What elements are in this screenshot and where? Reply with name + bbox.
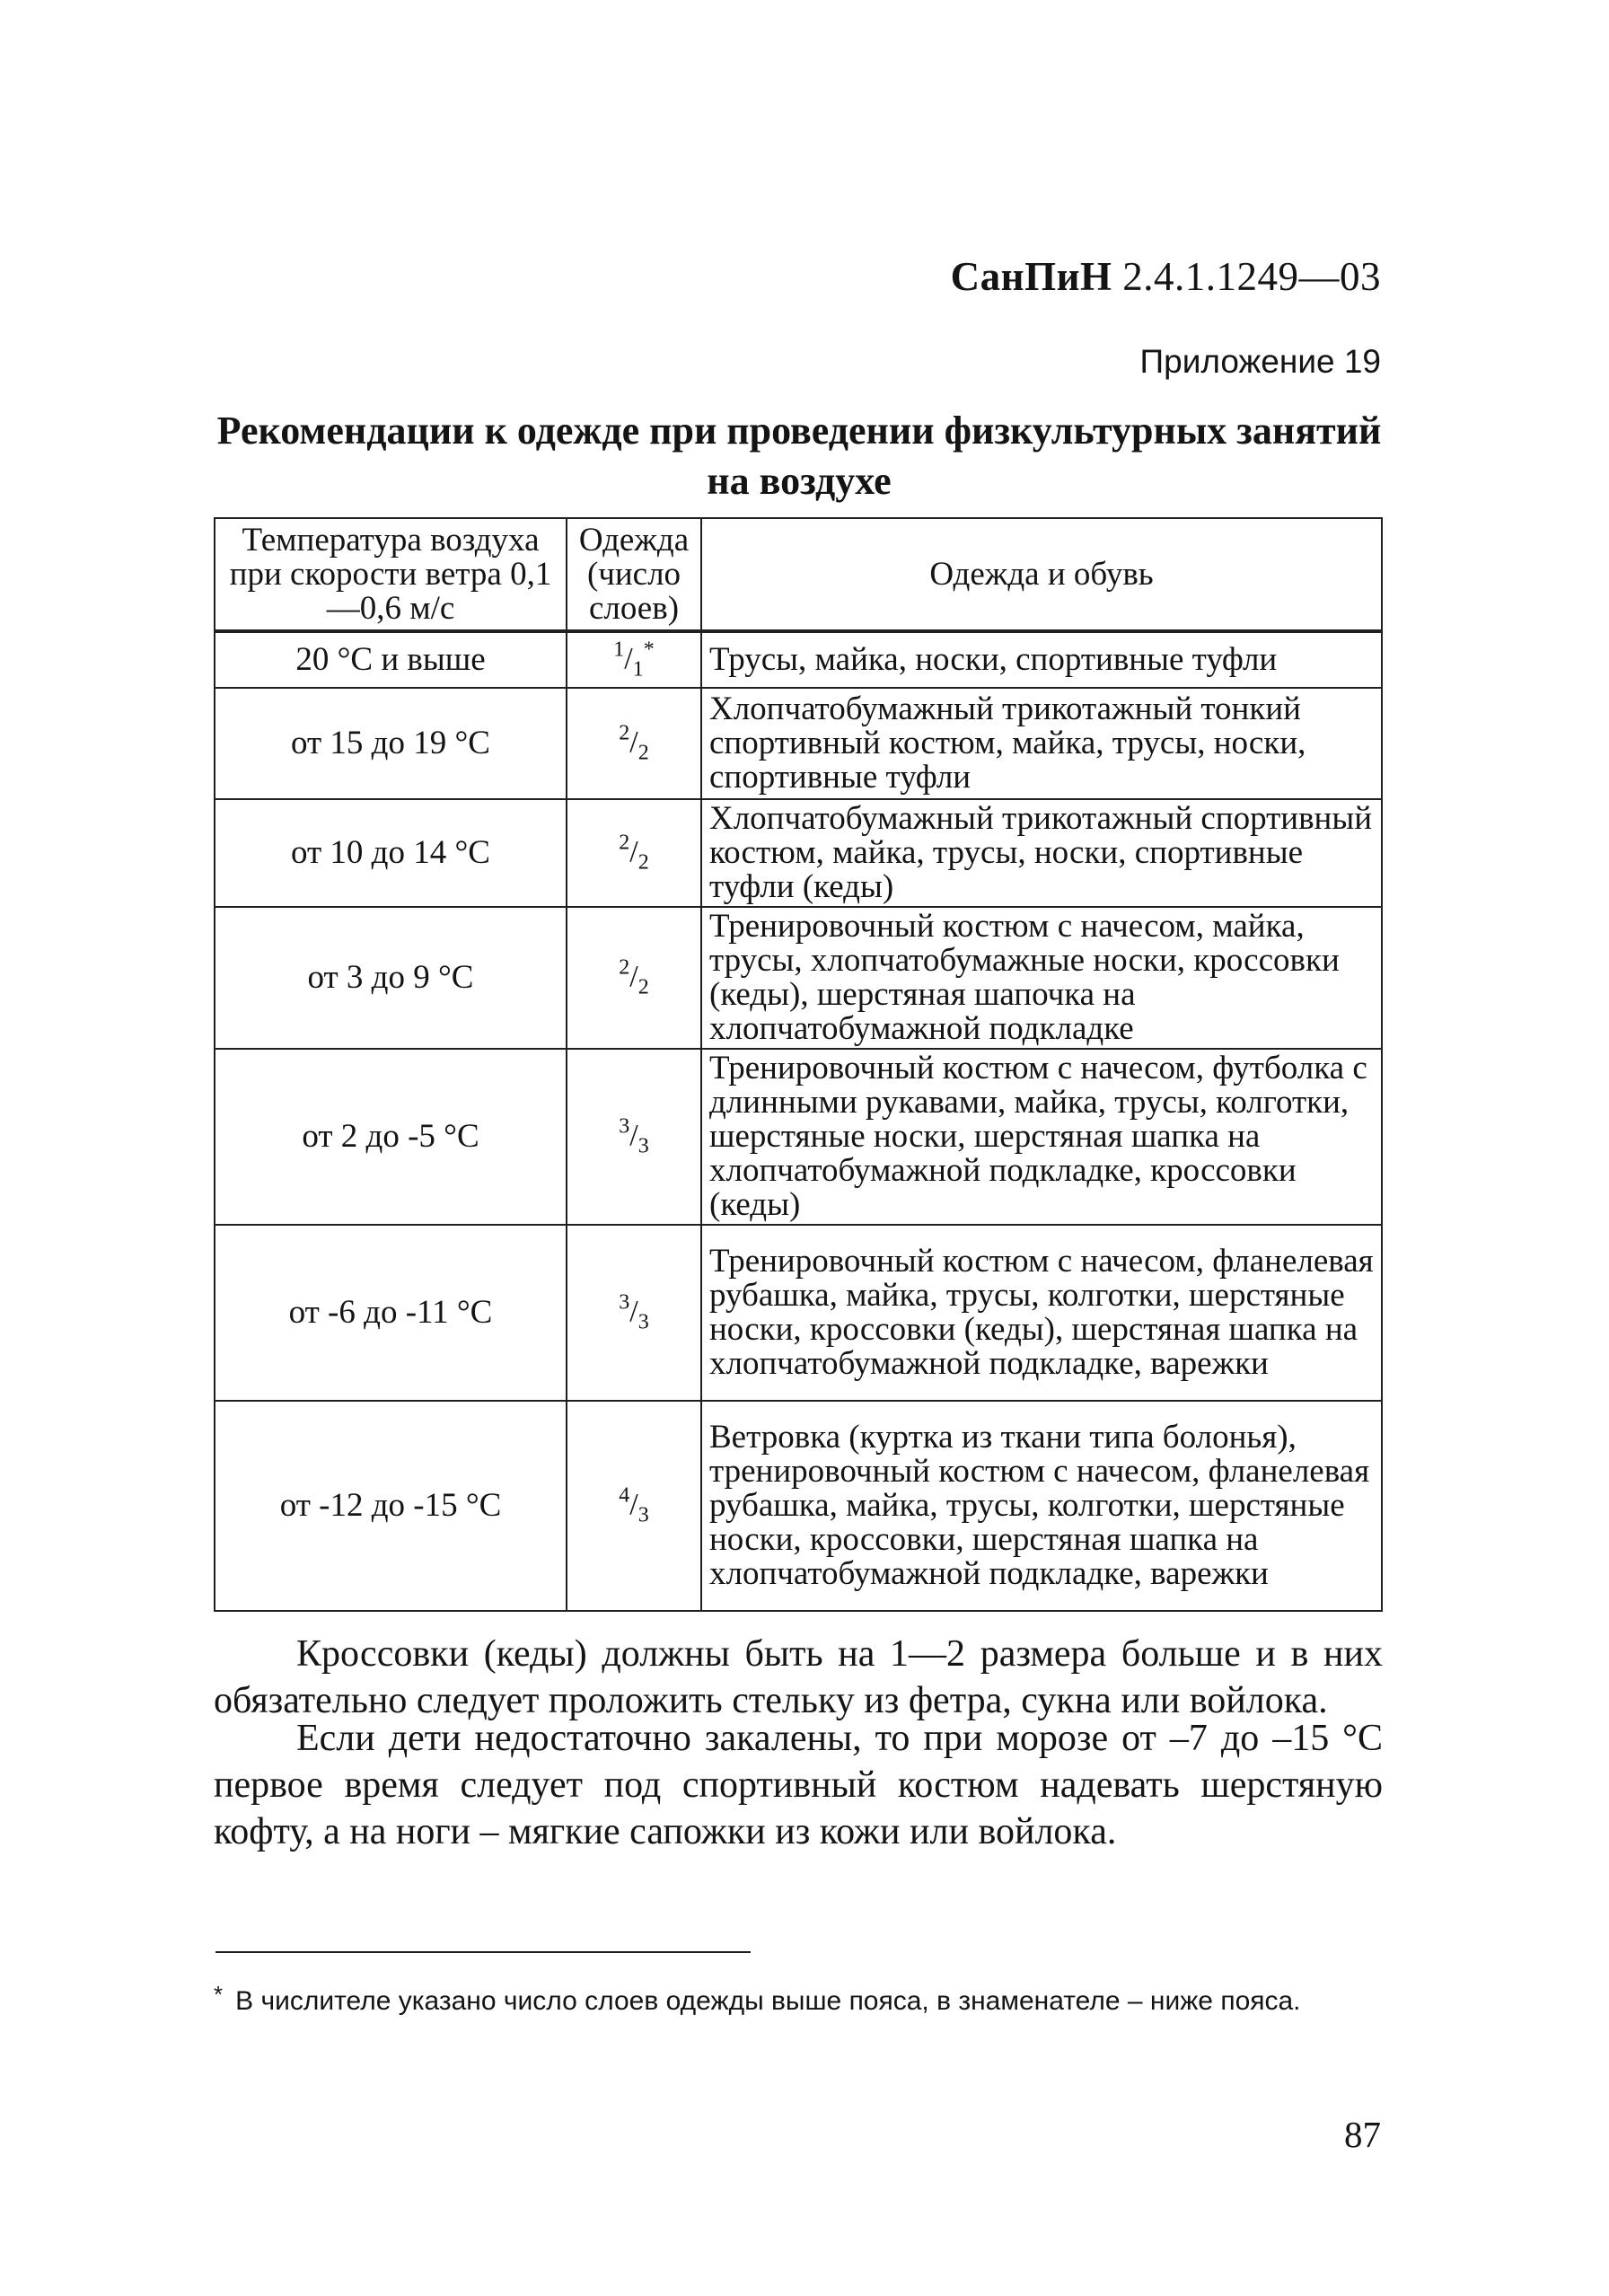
footnote [214,1981,1399,2017]
layers-bottom: 2 [637,975,649,999]
layers-cell [567,907,701,1049]
document-code-number: 2.4.1.1249—03 [1122,254,1381,299]
layers-fraction: $^4/_3$ [619,1483,649,1527]
temperature-cell: от 15 до 19 °С [215,688,567,799]
footnote-marker: * [214,1981,224,2008]
layers-bottom: 3 [637,1134,649,1158]
layers-cell [567,1225,701,1401]
layers-cell [567,1401,701,1611]
paragraph-sneakers: Кроссовки (кеды) должны быть на 1—2 размера больше и в них обязательно следует проложить стельку из фетра, сукна или войлока. [214,1633,1383,1721]
layers-bottom: 1 [632,657,644,682]
table-header-row [215,518,1382,631]
table-row [215,688,1382,799]
layers-bottom: 2 [637,741,649,765]
document-code [951,253,1381,300]
layers-fraction: $^3/_3$ [619,1114,649,1158]
temperature-cell: 20 °С и выше [215,631,567,688]
temperature-cell: от -12 до -15 °С [215,1401,567,1611]
layers-top: 1 [613,638,625,662]
table-row [215,799,1382,907]
table-row [215,1225,1382,1401]
layers-cell [567,688,701,799]
clothes-cell: Ветровка (куртка из ткани типа болонья), тренировочный костюм с начесом, фланелевая рубашка, майка, трусы, колготки, шерстяные носки, кроссовки, шерстяная шапка на хлопчатобумажной подкладке, варежки [701,1401,1382,1611]
layers-bottom: 3 [637,1503,649,1527]
layers-bottom: 3 [637,1310,649,1334]
clothes-cell: Хлопчатобумажный трикотажный спортивный костюм, майка, трусы, носки, спортивные туфли (кеды) [701,799,1382,907]
layers-top: 4 [619,1483,630,1508]
temperature-cell: от -6 до -11 °С [215,1225,567,1401]
layers-fraction: $^1/_1^*$ [613,638,655,682]
clothes-cell: Трусы, майка, носки, спортивные туфли [701,631,1382,688]
layers-top: 3 [619,1290,630,1315]
layers-top: 2 [619,721,630,745]
table-row [215,907,1382,1049]
layers-bottom: 2 [637,850,649,875]
document-code-prefix: СанПиН [950,254,1112,299]
paragraph-frost: Если дети недостаточно закалены, то при морозе от –7 до –15 °С первое время следует под спортивный костюм надевать шерстяную кофту, а на ноги – мягкие сапожки из кожи или войлока. [214,1718,1383,1852]
layers-top: 2 [619,831,630,855]
temperature-cell: от 2 до -5 °С [215,1049,567,1225]
clothing-table [214,517,1383,1612]
footnote-mark: * [643,638,655,662]
layers-cell [567,1049,701,1225]
layers-cell [567,799,701,907]
table-row [215,1401,1382,1611]
layers-fraction: $^3/_3$ [619,1290,649,1334]
temperature-cell: от 10 до 14 °С [215,799,567,907]
appendix-label: Приложение 19 [1139,343,1381,380]
footnote-divider [215,1951,751,1953]
layers-top: 2 [619,955,630,980]
clothes-cell: Хлопчатобумажный трикотажный тонкий спортивный костюм, майка, трусы, носки, спортивные туфли [701,688,1382,799]
clothes-cell: Тренировочный костюм с начесом, майка, трусы, хлопчатобумажные носки, кроссовки (кеды), шерстяная шапочка на хлопчатобумажной подкладке [701,907,1382,1049]
column-header-layers: Одежда (число слоев) [567,518,701,631]
column-header-temperature: Температура воздуха при скорости ветра 0,1—0,6 м/с [215,518,567,631]
layers-fraction: $^2/_2$ [619,831,649,875]
page-title: Рекомендации к одежде при проведении физкультурных занятий на воздухе [216,409,1382,503]
clothes-cell: Тренировочный костюм с начесом, футболка с длинными рукавами, майка, трусы, колготки, шерстяные носки, шерстяная шапка на хлопчатобумажной подкладке, кроссовки (кеды) [701,1049,1382,1225]
footnote-text: В числителе указано число слоев одежды выше пояса, в знаменателе – ниже пояса. [235,1986,1301,2016]
layers-fraction: $^2/_2$ [619,955,649,999]
table-row [215,631,1382,688]
column-header-clothes: Одежда и обувь [701,518,1382,631]
temperature-cell: от 3 до 9 °С [215,907,567,1049]
layers-top: 3 [619,1114,630,1139]
page-number: 87 [1344,2114,1381,2155]
layers-fraction: $^2/_2$ [619,721,649,765]
table-row [215,1049,1382,1225]
clothes-cell: Тренировочный костюм с начесом, фланелевая рубашка, майка, трусы, колготки, шерстяные носки, кроссовки (кеды), шерстяная шапка на хлопчатобумажной подкладке, варежки [701,1225,1382,1401]
layers-cell [567,631,701,688]
